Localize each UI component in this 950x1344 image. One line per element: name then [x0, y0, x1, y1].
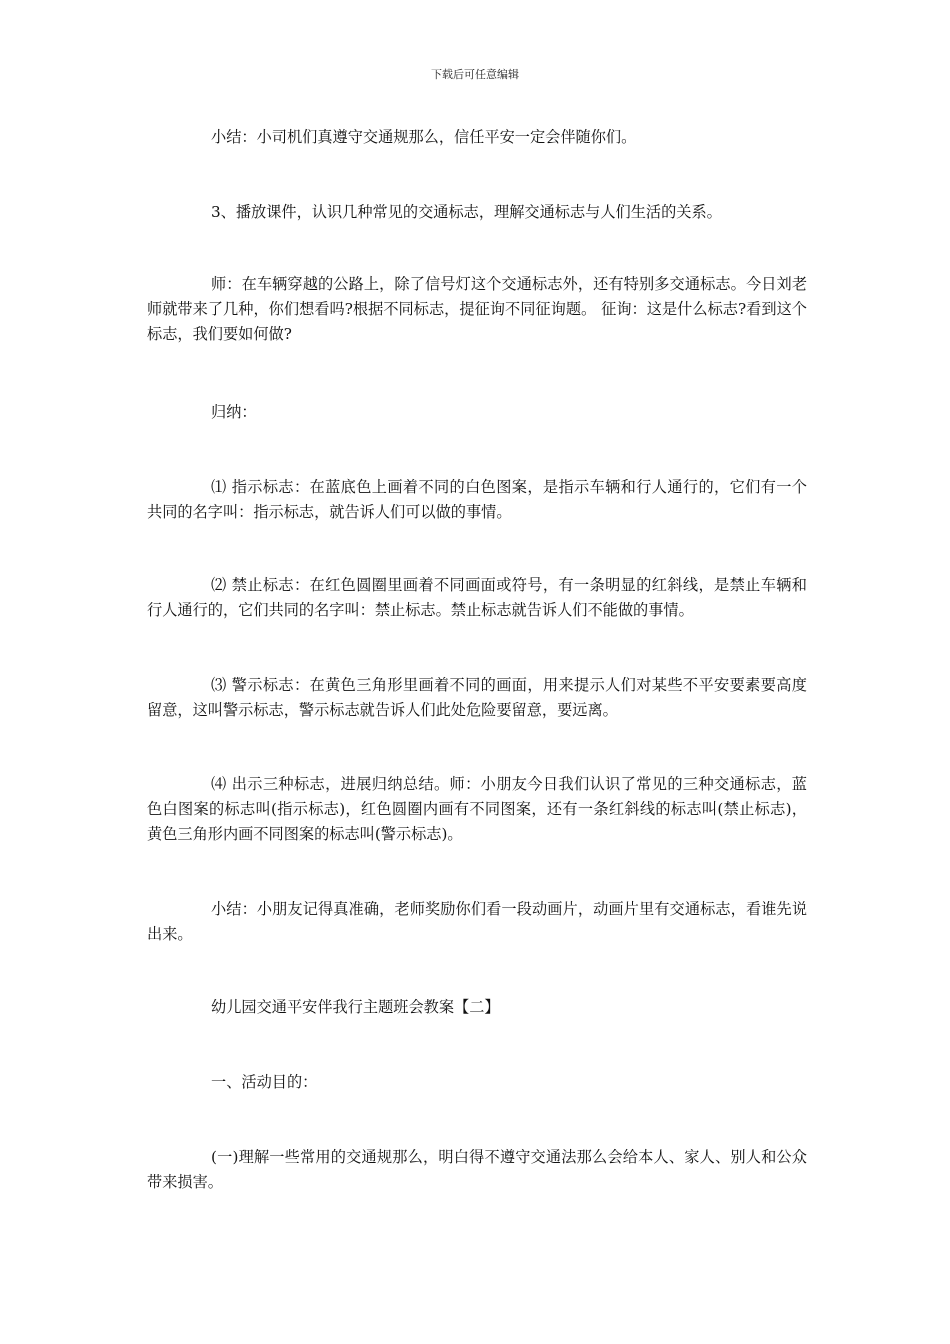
- paragraph-step-3: 3、播放课件，认识几种常见的交通标志，理解交通标志与人们生活的关系。: [211, 203, 722, 221]
- section-heading-goals: 一、活动目的：: [211, 1073, 318, 1091]
- paragraph-sign-summary: ⑷ 出示三种标志，进展归纳总结。师：小朋友今日我们认识了常见的三种交通标志，蓝色白图案的标志叫(指示标志)，红色圆圈内画有不同图案，还有一条红斜线的标志叫(禁止标志)，黄色三角形内画不同图案的标志叫(警示标志)。: [147, 775, 807, 843]
- paragraph-sign-prohibition: ⑵ 禁止标志：在红色圆圈里画着不同画面或符号，有一条明显的红斜线，是禁止车辆和行人通行的，它们共同的名字叫：禁止标志。禁止标志就告诉人们不能做的事情。: [147, 576, 807, 619]
- paragraph-summary-1: 小结：小司机们真遵守交通规那么，信任平安一定会伴随你们。: [211, 128, 637, 146]
- paragraph-teacher-intro: 师：在车辆穿越的公路上，除了信号灯这个交通标志外，还有特别多交通标志。今日刘老师就带来了几种，你们想看吗?根据不同标志，提征询不同征询题。 征询：这是什么标志?看到这个标志，我们要如何做?: [147, 275, 807, 343]
- paragraph-summary-2: 小结：小朋友记得真准确，老师奖励你们看一段动画片，动画片里有交通标志，看谁先说出来。: [147, 900, 807, 943]
- paragraph-sign-instruction: ⑴ 指示标志：在蓝底色上画着不同的白色图案，是指示车辆和行人通行的，它们有一个共同的名字叫：指示标志，就告诉人们可以做的事情。: [147, 478, 807, 521]
- paragraph-conclude-heading: 归纳：: [211, 403, 257, 421]
- paragraph-sign-warning: ⑶ 警示标志：在黄色三角形里画着不同的画面，用来提示人们对某些不平安要素要高度留意，这叫警示标志，警示标志就告诉人们此处危险要留意，要远离。: [147, 676, 807, 719]
- paragraph-goal-1: (一)理解一些常用的交通规那么，明白得不遵守交通法那么会给本人、家人、别人和公众带来损害。: [147, 1148, 807, 1191]
- page-header: 下载后可任意编辑: [431, 68, 519, 81]
- section-title: 幼儿园交通平安伴我行主题班会教案【二】: [211, 998, 500, 1016]
